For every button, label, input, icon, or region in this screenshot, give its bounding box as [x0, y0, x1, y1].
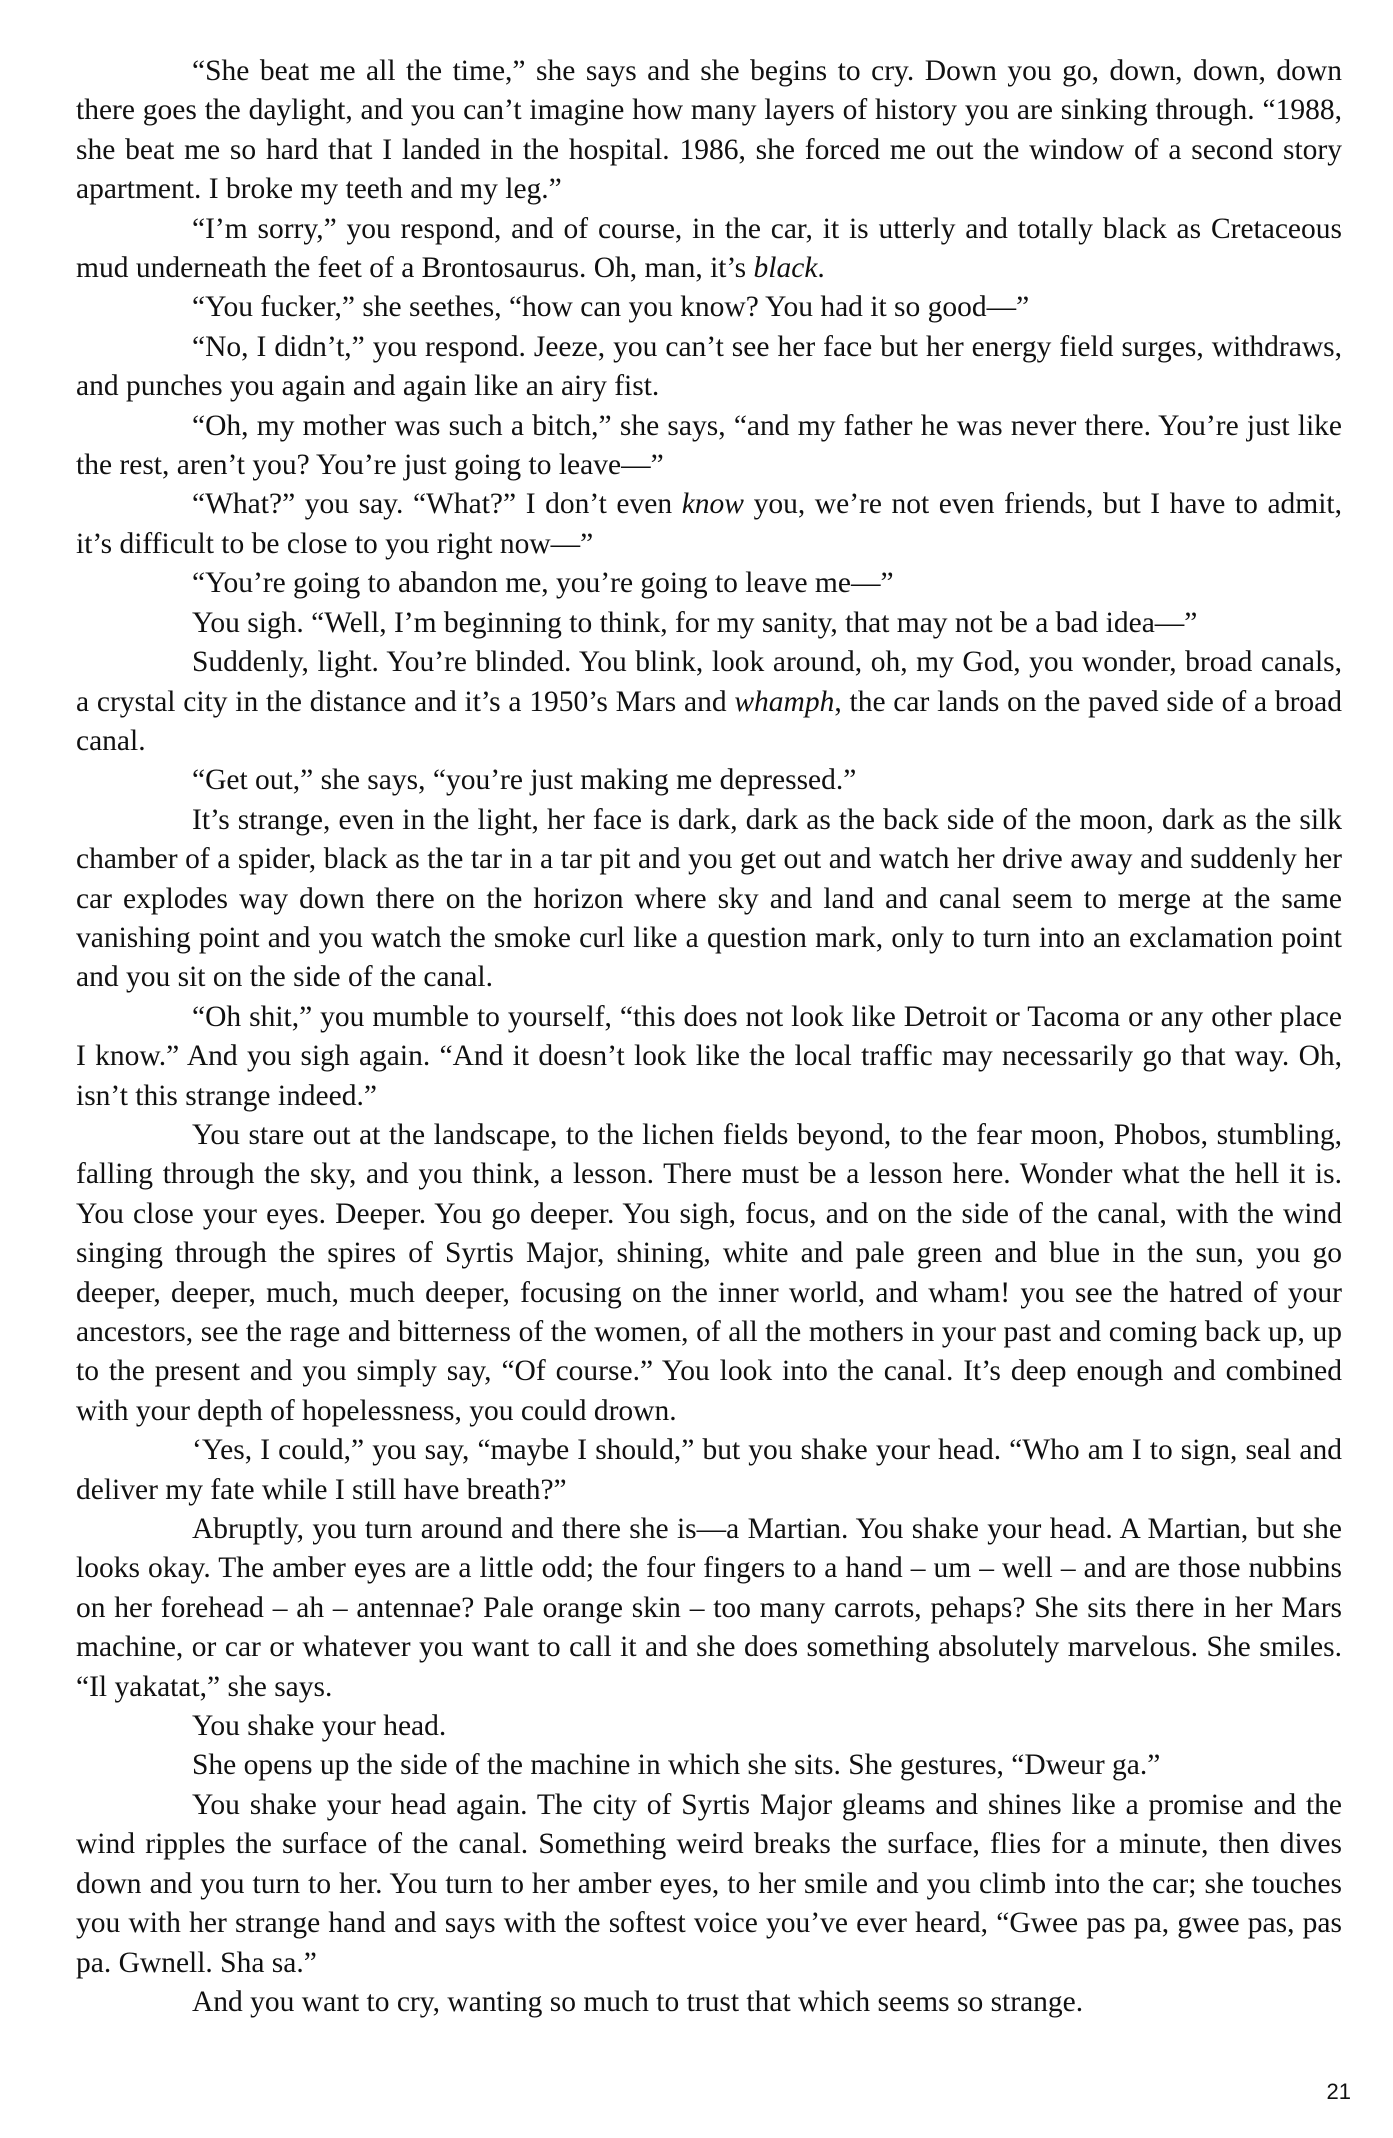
paragraph-3 [76, 288, 1342, 327]
paragraph-text: Abruptly, you turn around and there she is—a Martian. You shake your head. A Martian, but she looks okay. The amber eyes are a little odd; the four fingers to a hand – um – well – and are those nubbins on her forehead – ah – antennae? Pale orange skin – too many carrots, pehaps? She sits there in her Mars machine, or car or whatever you want to call it and she does something absolutely marvelous. She smiles. “Il yakatat,” she says. [76, 1513, 1342, 1703]
page-number: 21 [1326, 2079, 1351, 2104]
paragraph-17 [76, 1746, 1342, 1785]
italic-word-know: know [681, 488, 744, 521]
paragraph-text: “She beat me all the time,” she says and she begins to cry. Down you go, down, down, down there goes the daylight, and you can’t imagine how many layers of history you are sinking through. “1988, she beat me so hard that I landed in the hospital. 1986, she forced me out the window of a second story apartment. I broke my teeth and my leg.” [76, 55, 1342, 206]
paragraph-text: And you want to cry, wanting so much to trust that which seems so strange. [192, 1985, 1084, 2018]
paragraph-1 [76, 52, 1342, 210]
paragraph-text: you, we’re not even friends, but I have to admit, it’s difficult to be close to you right now—” [76, 488, 1343, 560]
paragraph-9 [76, 643, 1342, 761]
paragraph-text: It’s strange, even in the light, her face is dark, dark as the back side of the moon, dark as the silk chamber of a spider, black as the tar in a tar pit and you get out and watch her drive away and suddenly her car explodes way down there on the horizon where sky and land and canal seem to merge at the same vanishing point and you watch the smoke curl like a question mark, only to turn into an exclamation point and you sit on the side of the canal. [76, 803, 1342, 994]
paragraph-text: “Oh, my mother was such a bitch,” she says, “and my father he was never there. You’re just like the rest, aren’t you? You’re just going to leave—” [76, 409, 1342, 482]
paragraph-16 [76, 1707, 1342, 1746]
paragraph-10 [76, 761, 1342, 800]
story-text [76, 52, 1342, 2022]
paragraph-text: “You’re going to abandon me, you’re going to leave me—” [192, 567, 894, 600]
paragraph-4 [76, 328, 1342, 407]
paragraph-text: “Oh shit,” you mumble to yourself, “this does not look like Detroit or Tacoma or any other place I know.” And you sigh again. “And it doesn’t look like the local traffic may necessarily go that way. Oh, isn’t this strange indeed.” [76, 1000, 1342, 1112]
paragraph-text: You stare out at the landscape, to the lichen fields beyond, to the fear moon, Phobos, stumbling, falling through the sky, and you think, a lesson. There must be a lesson here. Wonder what the hell it is. You close your eyes. Deeper. You go deeper. You sigh, focus, and on the side of the canal, with the wind singing through the spires of Syrtis Major, shining, white and pale green and blue in the sun, you go deeper, deeper, much, much deeper, focusing on the inner world, and wham! you see the hatred of your ancestors, see the rage and bitterness of the women, of all the mothers in your past and coming back up, up to the present and you simply say, “Of course.” You look into the canal. It’s deep enough and combined with your depth of hopelessness, you could drown. [76, 1118, 1342, 1427]
paragraph-text: You shake your head again. The city of Syrtis Major gleams and shines like a promise and the wind ripples the surface of the canal. Something weird breaks the surface, flies for a minute, then dives down and you turn to her. You turn to her amber eyes, to her smile and you climb into the car; she touches you with her strange hand and says with the softest voice you’ve ever heard, “Gwee pas pa, gwee pas, pas pa. Gwnell. Sha sa.” [76, 1788, 1342, 1979]
paragraph-2 [76, 210, 1342, 289]
paragraph-7 [76, 564, 1342, 603]
paragraph-12 [76, 998, 1342, 1116]
paragraph-text: You shake your head. [192, 1710, 447, 1743]
paragraph-text: Suddenly, light. You’re blinded. You blink, look around, oh, my God, you wonder, broad canals, a crystal city in the distance and it’s a 1950’s Mars and [76, 646, 1342, 718]
paragraph-14 [76, 1431, 1342, 1510]
paragraph-text: “I’m sorry,” you respond, and of course, in the car, it is utterly and totally black as Cretaceous mud underneath the feet of a Brontosaurus. Oh, man, it’s [76, 212, 1342, 285]
paragraph-text: “No, I didn’t,” you respond. Jeeze, you can’t see her face but her energy field surges, withdraws, and punches you again and again like an airy fist. [76, 330, 1342, 403]
paragraph-text: She opens up the side of the machine in which she sits. She gestures, “Dweur ga.” [192, 1749, 1161, 1782]
paragraph-5 [76, 407, 1342, 486]
paragraph-19 [76, 1983, 1342, 2022]
paragraph-8 [76, 604, 1342, 643]
paragraph-text: ‘Yes, I could,” you say, “maybe I should,” but you shake your head. “Who am I to sign, seal and deliver my fate while I still have breath?” [76, 1434, 1342, 1506]
paragraph-text: “What?” you say. “What?” I don’t even [192, 488, 682, 521]
paragraph-15 [76, 1510, 1342, 1707]
italic-word-whamph: whamph [734, 685, 835, 718]
paragraph-text: , the car lands on the paved side of a broad canal. [76, 685, 1342, 757]
paragraph-text: “You fucker,” she seethes, “how can you know? You had it so good—” [192, 291, 1030, 324]
paragraph-18 [76, 1786, 1342, 1983]
paragraph-text: . [817, 252, 825, 285]
paragraph-13 [76, 1116, 1342, 1431]
paragraph-text: “Get out,” she says, “you’re just making me depressed.” [192, 764, 857, 797]
italic-word-black: black [753, 252, 818, 285]
paragraph-6 [76, 485, 1342, 564]
paragraph-11 [76, 801, 1342, 998]
paragraph-text: You sigh. “Well, I’m beginning to think, for my sanity, that may not be a bad idea—” [192, 606, 1198, 639]
